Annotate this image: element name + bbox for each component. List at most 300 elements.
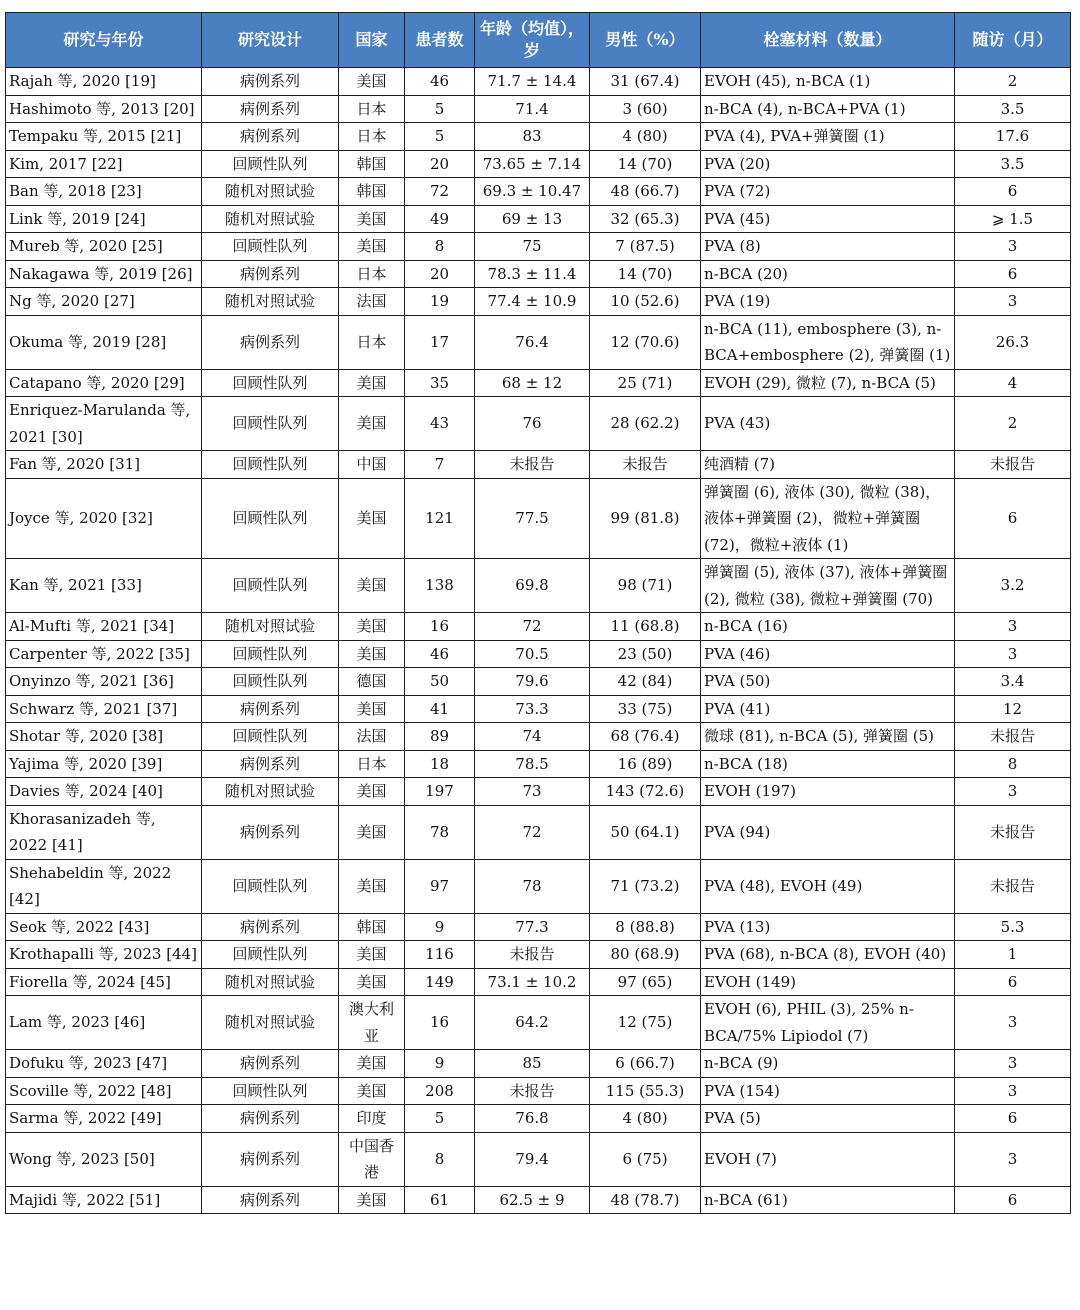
cell-study: Mureb 等, 2020 [25]	[6, 233, 202, 261]
table-row	[6, 260, 1071, 288]
cell-male: 4 (80)	[590, 1105, 701, 1133]
cell-material: PVA (5)	[701, 1105, 955, 1133]
cell-country: 韩国	[339, 913, 405, 941]
cell-patients: 17	[405, 315, 475, 369]
cell-patients: 9	[405, 913, 475, 941]
cell-study: Enriquez-Marulanda 等, 2021 [30]	[6, 397, 202, 451]
cell-study: Shehabeldin 等, 2022 [42]	[6, 859, 202, 913]
cell-country: 日本	[339, 260, 405, 288]
cell-patients: 35	[405, 369, 475, 397]
cell-design: 随机对照试验	[202, 613, 339, 641]
cell-study: Ban 等, 2018 [23]	[6, 178, 202, 206]
cell-male: 68 (76.4)	[590, 723, 701, 751]
cell-age: 78.3 ± 11.4	[475, 260, 590, 288]
cell-country: 美国	[339, 233, 405, 261]
cell-design: 病例系列	[202, 123, 339, 151]
cell-male: 6 (75)	[590, 1132, 701, 1186]
cell-age: 76	[475, 397, 590, 451]
table-row	[6, 913, 1071, 941]
cell-patients: 20	[405, 260, 475, 288]
cell-patients: 16	[405, 613, 475, 641]
cell-country: 德国	[339, 668, 405, 696]
cell-followup: 12	[955, 695, 1071, 723]
cell-country: 韩国	[339, 178, 405, 206]
cell-design: 病例系列	[202, 315, 339, 369]
cell-study: Al-Mufti 等, 2021 [34]	[6, 613, 202, 641]
cell-age: 未报告	[475, 941, 590, 969]
cell-country: 澳大利亚	[339, 996, 405, 1050]
cell-study: Fiorella 等, 2024 [45]	[6, 968, 202, 996]
cell-design: 回顾性队列	[202, 233, 339, 261]
header-male: 男性（%）	[590, 13, 701, 68]
cell-male: 33 (75)	[590, 695, 701, 723]
cell-male: 未报告	[590, 451, 701, 479]
cell-study: Kim, 2017 [22]	[6, 150, 202, 178]
cell-followup: 5.3	[955, 913, 1071, 941]
cell-material: n-BCA (11), embosphere (3), n-BCA+embosphere (2), 弹簧圈 (1)	[701, 315, 955, 369]
cell-country: 美国	[339, 68, 405, 96]
cell-material: PVA (41)	[701, 695, 955, 723]
cell-male: 3 (60)	[590, 95, 701, 123]
cell-age: 73	[475, 778, 590, 806]
cell-material: 弹簧圈 (5), 液体 (37), 液体+弹簧圈 (2), 微粒 (38), 微粒+弹簧圈 (70)	[701, 559, 955, 613]
cell-design: 回顾性队列	[202, 668, 339, 696]
cell-study: Seok 等, 2022 [43]	[6, 913, 202, 941]
cell-design: 随机对照试验	[202, 288, 339, 316]
cell-design: 随机对照试验	[202, 205, 339, 233]
cell-followup: 3	[955, 1050, 1071, 1078]
cell-country: 韩国	[339, 150, 405, 178]
cell-design: 回顾性队列	[202, 478, 339, 559]
cell-material: EVOH (197)	[701, 778, 955, 806]
table-row	[6, 1077, 1071, 1105]
cell-age: 76.8	[475, 1105, 590, 1133]
cell-design: 回顾性队列	[202, 941, 339, 969]
cell-followup: 1	[955, 941, 1071, 969]
cell-country: 美国	[339, 968, 405, 996]
cell-followup: ⩾ 1.5	[955, 205, 1071, 233]
cell-male: 80 (68.9)	[590, 941, 701, 969]
cell-design: 病例系列	[202, 913, 339, 941]
cell-male: 50 (64.1)	[590, 805, 701, 859]
cell-study: Hashimoto 等, 2013 [20]	[6, 95, 202, 123]
cell-patients: 43	[405, 397, 475, 451]
cell-material: PVA (4), PVA+弹簧圈 (1)	[701, 123, 955, 151]
cell-male: 4 (80)	[590, 123, 701, 151]
cell-followup: 6	[955, 1186, 1071, 1214]
cell-followup: 6	[955, 178, 1071, 206]
cell-age: 75	[475, 233, 590, 261]
cell-followup: 3.5	[955, 150, 1071, 178]
cell-design: 回顾性队列	[202, 397, 339, 451]
cell-followup: 2	[955, 397, 1071, 451]
cell-followup: 6	[955, 1105, 1071, 1133]
cell-followup: 未报告	[955, 859, 1071, 913]
cell-country: 美国	[339, 559, 405, 613]
cell-male: 98 (71)	[590, 559, 701, 613]
cell-country: 日本	[339, 123, 405, 151]
cell-material: n-BCA (4), n-BCA+PVA (1)	[701, 95, 955, 123]
cell-patients: 197	[405, 778, 475, 806]
cell-design: 回顾性队列	[202, 559, 339, 613]
cell-design: 病例系列	[202, 95, 339, 123]
header-material: 栓塞材料（数量）	[701, 13, 955, 68]
cell-age: 64.2	[475, 996, 590, 1050]
table-body	[6, 68, 1071, 1214]
cell-age: 73.3	[475, 695, 590, 723]
cell-male: 12 (70.6)	[590, 315, 701, 369]
cell-material: 微球 (81), n-BCA (5), 弹簧圈 (5)	[701, 723, 955, 751]
table-row	[6, 859, 1071, 913]
cell-followup: 未报告	[955, 723, 1071, 751]
cell-patients: 8	[405, 1132, 475, 1186]
cell-age: 78.5	[475, 750, 590, 778]
cell-study: Link 等, 2019 [24]	[6, 205, 202, 233]
cell-study: Dofuku 等, 2023 [47]	[6, 1050, 202, 1078]
cell-patients: 9	[405, 1050, 475, 1078]
cell-male: 6 (66.7)	[590, 1050, 701, 1078]
cell-material: PVA (45)	[701, 205, 955, 233]
cell-age: 62.5 ± 9	[475, 1186, 590, 1214]
cell-design: 随机对照试验	[202, 778, 339, 806]
cell-patients: 121	[405, 478, 475, 559]
cell-age: 76.4	[475, 315, 590, 369]
table-row	[6, 205, 1071, 233]
table-row	[6, 695, 1071, 723]
cell-age: 73.1 ± 10.2	[475, 968, 590, 996]
table-row	[6, 750, 1071, 778]
cell-age: 85	[475, 1050, 590, 1078]
cell-followup: 4	[955, 369, 1071, 397]
cell-design: 病例系列	[202, 805, 339, 859]
cell-material: n-BCA (9)	[701, 1050, 955, 1078]
cell-study: Davies 等, 2024 [40]	[6, 778, 202, 806]
cell-material: EVOH (45), n-BCA (1)	[701, 68, 955, 96]
cell-study: Tempaku 等, 2015 [21]	[6, 123, 202, 151]
table-row	[6, 288, 1071, 316]
cell-patients: 7	[405, 451, 475, 479]
cell-male: 42 (84)	[590, 668, 701, 696]
cell-country: 法国	[339, 288, 405, 316]
table-row	[6, 1050, 1071, 1078]
cell-material: PVA (48), EVOH (49)	[701, 859, 955, 913]
header-patients: 患者数	[405, 13, 475, 68]
cell-material: 纯酒精 (7)	[701, 451, 955, 479]
table-row	[6, 68, 1071, 96]
cell-design: 回顾性队列	[202, 150, 339, 178]
table-row	[6, 1186, 1071, 1214]
cell-male: 8 (88.8)	[590, 913, 701, 941]
cell-male: 14 (70)	[590, 260, 701, 288]
cell-material: PVA (50)	[701, 668, 955, 696]
cell-country: 印度	[339, 1105, 405, 1133]
cell-material: PVA (43)	[701, 397, 955, 451]
cell-age: 77.5	[475, 478, 590, 559]
cell-followup: 3	[955, 613, 1071, 641]
cell-age: 79.6	[475, 668, 590, 696]
cell-material: PVA (13)	[701, 913, 955, 941]
cell-material: PVA (19)	[701, 288, 955, 316]
cell-country: 美国	[339, 941, 405, 969]
cell-male: 71 (73.2)	[590, 859, 701, 913]
cell-followup: 8	[955, 750, 1071, 778]
cell-study: Okuma 等, 2019 [28]	[6, 315, 202, 369]
cell-age: 68 ± 12	[475, 369, 590, 397]
table-row	[6, 178, 1071, 206]
cell-patients: 97	[405, 859, 475, 913]
cell-male: 48 (78.7)	[590, 1186, 701, 1214]
cell-male: 31 (67.4)	[590, 68, 701, 96]
cell-material: PVA (8)	[701, 233, 955, 261]
cell-age: 77.4 ± 10.9	[475, 288, 590, 316]
cell-patients: 72	[405, 178, 475, 206]
cell-followup: 3	[955, 1132, 1071, 1186]
cell-age: 73.65 ± 7.14	[475, 150, 590, 178]
cell-followup: 3	[955, 996, 1071, 1050]
cell-country: 美国	[339, 478, 405, 559]
cell-study: Majidi 等, 2022 [51]	[6, 1186, 202, 1214]
cell-age: 74	[475, 723, 590, 751]
cell-followup: 3	[955, 288, 1071, 316]
cell-patients: 50	[405, 668, 475, 696]
cell-material: n-BCA (20)	[701, 260, 955, 288]
cell-study: Joyce 等, 2020 [32]	[6, 478, 202, 559]
cell-material: n-BCA (18)	[701, 750, 955, 778]
cell-country: 美国	[339, 805, 405, 859]
study-table	[5, 12, 1071, 1214]
cell-material: PVA (20)	[701, 150, 955, 178]
cell-country: 美国	[339, 695, 405, 723]
cell-patients: 19	[405, 288, 475, 316]
cell-country: 美国	[339, 1050, 405, 1078]
cell-male: 48 (66.7)	[590, 178, 701, 206]
header-followup: 随访（月）	[955, 13, 1071, 68]
cell-age: 83	[475, 123, 590, 151]
cell-design: 随机对照试验	[202, 178, 339, 206]
table-row	[6, 1132, 1071, 1186]
cell-patients: 16	[405, 996, 475, 1050]
table-header-row	[6, 13, 1071, 68]
table-row	[6, 996, 1071, 1050]
cell-male: 143 (72.6)	[590, 778, 701, 806]
cell-male: 23 (50)	[590, 640, 701, 668]
cell-material: n-BCA (61)	[701, 1186, 955, 1214]
table-row	[6, 805, 1071, 859]
cell-material: PVA (46)	[701, 640, 955, 668]
table-row	[6, 613, 1071, 641]
cell-age: 69 ± 13	[475, 205, 590, 233]
cell-material: EVOH (29), 微粒 (7), n-BCA (5)	[701, 369, 955, 397]
cell-design: 病例系列	[202, 695, 339, 723]
table-row	[6, 233, 1071, 261]
cell-patients: 5	[405, 123, 475, 151]
cell-material: PVA (72)	[701, 178, 955, 206]
cell-age: 72	[475, 613, 590, 641]
cell-design: 回顾性队列	[202, 1077, 339, 1105]
cell-age: 79.4	[475, 1132, 590, 1186]
cell-design: 回顾性队列	[202, 640, 339, 668]
cell-study: Rajah 等, 2020 [19]	[6, 68, 202, 96]
cell-male: 115 (55.3)	[590, 1077, 701, 1105]
cell-study: Shotar 等, 2020 [38]	[6, 723, 202, 751]
cell-material: EVOH (6), PHIL (3), 25% n-BCA/75% Lipiodol (7)	[701, 996, 955, 1050]
cell-country: 法国	[339, 723, 405, 751]
cell-design: 病例系列	[202, 1050, 339, 1078]
cell-design: 病例系列	[202, 1186, 339, 1214]
cell-design: 病例系列	[202, 750, 339, 778]
table-row	[6, 397, 1071, 451]
cell-followup: 3.4	[955, 668, 1071, 696]
cell-followup: 3	[955, 1077, 1071, 1105]
cell-study: Onyinzo 等, 2021 [36]	[6, 668, 202, 696]
cell-study: Sarma 等, 2022 [49]	[6, 1105, 202, 1133]
cell-male: 99 (81.8)	[590, 478, 701, 559]
cell-design: 回顾性队列	[202, 451, 339, 479]
cell-material: PVA (94)	[701, 805, 955, 859]
cell-study: Schwarz 等, 2021 [37]	[6, 695, 202, 723]
cell-followup: 6	[955, 260, 1071, 288]
cell-country: 美国	[339, 859, 405, 913]
cell-followup: 3	[955, 233, 1071, 261]
cell-country: 日本	[339, 95, 405, 123]
cell-age: 70.5	[475, 640, 590, 668]
table-row	[6, 640, 1071, 668]
cell-design: 病例系列	[202, 1132, 339, 1186]
cell-patients: 149	[405, 968, 475, 996]
cell-material: EVOH (7)	[701, 1132, 955, 1186]
cell-followup: 3	[955, 778, 1071, 806]
cell-followup: 3.5	[955, 95, 1071, 123]
cell-followup: 3	[955, 640, 1071, 668]
cell-patients: 46	[405, 68, 475, 96]
cell-design: 回顾性队列	[202, 723, 339, 751]
cell-followup: 3.2	[955, 559, 1071, 613]
cell-study: Lam 等, 2023 [46]	[6, 996, 202, 1050]
cell-patients: 208	[405, 1077, 475, 1105]
cell-study: Nakagawa 等, 2019 [26]	[6, 260, 202, 288]
cell-country: 美国	[339, 640, 405, 668]
cell-country: 美国	[339, 1186, 405, 1214]
cell-male: 32 (65.3)	[590, 205, 701, 233]
cell-design: 随机对照试验	[202, 996, 339, 1050]
cell-study: Scoville 等, 2022 [48]	[6, 1077, 202, 1105]
header-design: 研究设计	[202, 13, 339, 68]
cell-male: 28 (62.2)	[590, 397, 701, 451]
cell-material: 弹簧圈 (6), 液体 (30), 微粒 (38)，液体+弹簧圈 (2)，微粒+弹簧圈 (72)，微粒+液体 (1)	[701, 478, 955, 559]
cell-patients: 8	[405, 233, 475, 261]
cell-patients: 138	[405, 559, 475, 613]
table-row	[6, 451, 1071, 479]
cell-male: 14 (70)	[590, 150, 701, 178]
table-row	[6, 95, 1071, 123]
table-row	[6, 150, 1071, 178]
table-row	[6, 123, 1071, 151]
cell-patients: 78	[405, 805, 475, 859]
cell-patients: 89	[405, 723, 475, 751]
header-study: 研究与年份	[6, 13, 202, 68]
cell-age: 71.7 ± 14.4	[475, 68, 590, 96]
cell-followup: 26.3	[955, 315, 1071, 369]
cell-country: 美国	[339, 1077, 405, 1105]
table-row	[6, 559, 1071, 613]
table-row	[6, 778, 1071, 806]
cell-study: Fan 等, 2020 [31]	[6, 451, 202, 479]
cell-study: Krothapalli 等, 2023 [44]	[6, 941, 202, 969]
cell-country: 美国	[339, 369, 405, 397]
cell-male: 12 (75)	[590, 996, 701, 1050]
cell-study: Kan 等, 2021 [33]	[6, 559, 202, 613]
table-row	[6, 369, 1071, 397]
cell-patients: 46	[405, 640, 475, 668]
cell-age: 69.8	[475, 559, 590, 613]
cell-country: 美国	[339, 613, 405, 641]
cell-male: 10 (52.6)	[590, 288, 701, 316]
cell-patients: 5	[405, 1105, 475, 1133]
cell-material: PVA (154)	[701, 1077, 955, 1105]
cell-patients: 41	[405, 695, 475, 723]
table-row	[6, 941, 1071, 969]
cell-patients: 116	[405, 941, 475, 969]
cell-material: PVA (68), n-BCA (8), EVOH (40)	[701, 941, 955, 969]
cell-followup: 未报告	[955, 451, 1071, 479]
cell-age: 未报告	[475, 1077, 590, 1105]
cell-material: EVOH (149)	[701, 968, 955, 996]
cell-age: 78	[475, 859, 590, 913]
header-age: 年龄（均值），岁	[475, 13, 590, 68]
cell-country: 美国	[339, 397, 405, 451]
cell-male: 16 (89)	[590, 750, 701, 778]
cell-male: 11 (68.8)	[590, 613, 701, 641]
cell-male: 97 (65)	[590, 968, 701, 996]
cell-study: Carpenter 等, 2022 [35]	[6, 640, 202, 668]
cell-male: 25 (71)	[590, 369, 701, 397]
cell-followup: 6	[955, 478, 1071, 559]
cell-study: Wong 等, 2023 [50]	[6, 1132, 202, 1186]
cell-patients: 20	[405, 150, 475, 178]
cell-followup: 2	[955, 68, 1071, 96]
cell-design: 随机对照试验	[202, 968, 339, 996]
cell-design: 病例系列	[202, 260, 339, 288]
table-row	[6, 478, 1071, 559]
cell-design: 病例系列	[202, 1105, 339, 1133]
cell-patients: 18	[405, 750, 475, 778]
cell-age: 77.3	[475, 913, 590, 941]
table-row	[6, 315, 1071, 369]
cell-country: 美国	[339, 778, 405, 806]
cell-followup: 6	[955, 968, 1071, 996]
cell-country: 中国香港	[339, 1132, 405, 1186]
cell-followup: 未报告	[955, 805, 1071, 859]
table-row	[6, 723, 1071, 751]
cell-study: Yajima 等, 2020 [39]	[6, 750, 202, 778]
cell-male: 7 (87.5)	[590, 233, 701, 261]
header-country: 国家	[339, 13, 405, 68]
cell-material: n-BCA (16)	[701, 613, 955, 641]
cell-country: 日本	[339, 750, 405, 778]
cell-followup: 17.6	[955, 123, 1071, 151]
cell-patients: 61	[405, 1186, 475, 1214]
cell-age: 69.3 ± 10.47	[475, 178, 590, 206]
cell-country: 中国	[339, 451, 405, 479]
cell-design: 病例系列	[202, 68, 339, 96]
cell-age: 71.4	[475, 95, 590, 123]
table-row	[6, 968, 1071, 996]
cell-country: 日本	[339, 315, 405, 369]
cell-study: Catapano 等, 2020 [29]	[6, 369, 202, 397]
cell-study: Ng 等, 2020 [27]	[6, 288, 202, 316]
cell-design: 回顾性队列	[202, 859, 339, 913]
cell-age: 72	[475, 805, 590, 859]
